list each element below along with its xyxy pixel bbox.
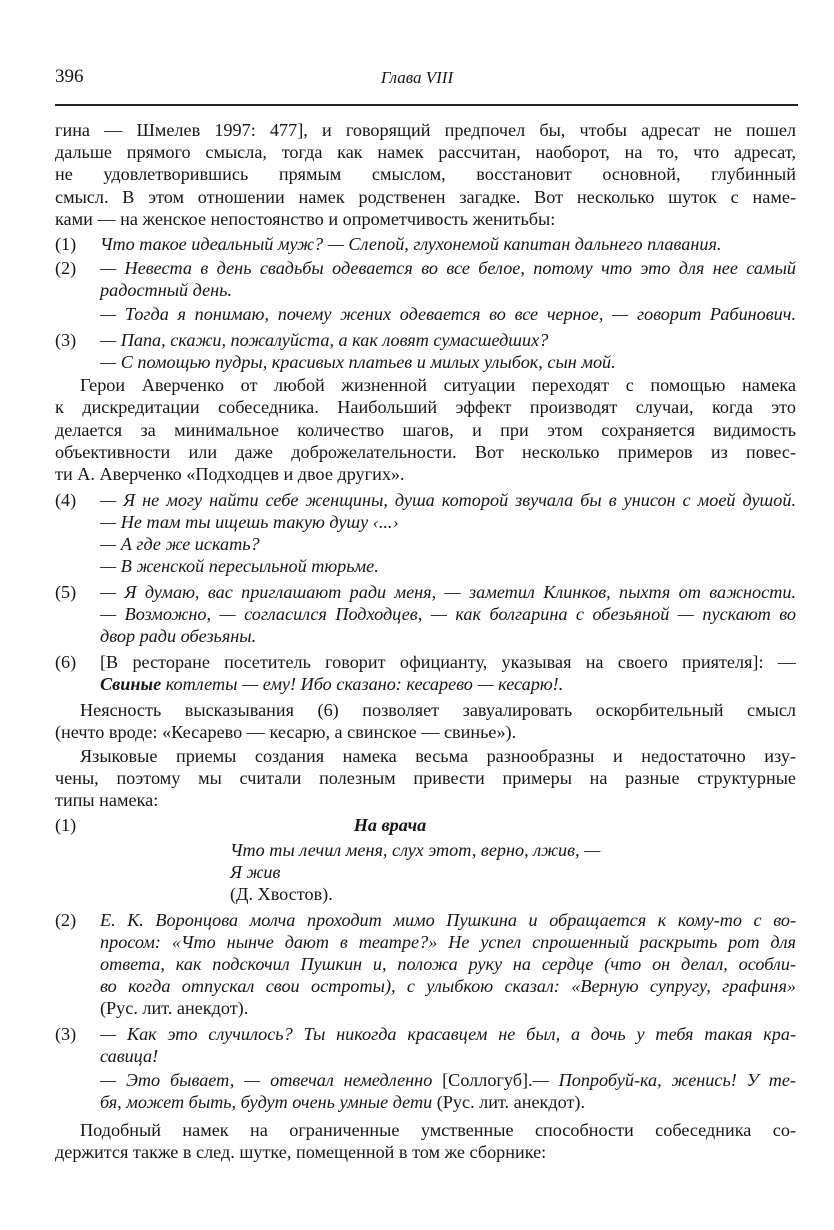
example-number: (1) [55,234,77,254]
roman-text: [В ресторане посетитель говорит официанту, указывая на своего приятеля]: — [100,652,796,672]
text-line [100,1091,796,1113]
italic-text: — Я думаю, вас приглашают ради меня, — заметил Клинков, пыхтя от важности. [100,582,796,602]
text-line [100,279,796,301]
italic-text: — Не там ты ищешь такую душу ‹...› [100,512,399,532]
italic-text: — Возможно, — согласился Подходцев, — как болгарина с обезьяной — пускают во [100,604,796,624]
text-line [55,463,796,485]
text-line [55,721,796,743]
text-line [100,673,796,695]
text-line [100,603,796,625]
text-line [100,953,796,975]
italic-text: двор ради обезьяны. [100,626,257,646]
text-line [100,1045,796,1067]
italic-text: — Это бывает, — отвечал немедленно [100,1070,443,1090]
roman-text: делается за минимальное количество шагов, и при этом сохраняется видимость [55,420,796,440]
example-number: (5) [55,582,77,602]
text-line [100,257,796,279]
text-line [100,489,796,511]
italic-text: — Как это случилось? Ты никогда красавцем не был, а дочь у тебя такая кра- [100,1024,796,1044]
text-line [55,186,796,208]
text-line [55,119,796,141]
roman-text: дальше прямого смысла, тогда как намек рассчитан, наоборот, на то, что адресат, [55,142,796,162]
text-line [100,1069,796,1091]
text-line [55,1141,796,1163]
italic-text: — С помощью пудры, красивых платьев и милых улыбок, сын мой. [100,352,616,372]
italic-text: во когда отпускал свои остроты), с улыбкою сказал: «Верную супругу, графиня» [100,976,796,996]
roman-text: не удовлетворившись прямым смыслом, восстановит основной, глубинный [55,164,796,184]
text-line [100,555,796,577]
roman-text: гина — Шмелев 1997: 477], и говорящий предпочел бы, чтобы адресат не пошел [55,120,796,140]
text-line [230,814,550,836]
roman-text: ками — на женское непостоянство и опрометчивость женитьбы: [55,209,556,229]
text-line [230,883,790,905]
roman-text: объективности или даже доброжелательности. Вот несколько примеров из повес- [55,442,796,462]
text-line [55,767,796,789]
text-line [80,1119,796,1141]
roman-text: к дискредитации собеседника. Наибольший эффект производят случаи, когда это [55,397,796,417]
roman-text: Языковые приемы создания намека весьма разнообразны и недостаточно изу- [80,746,796,766]
roman-text: смысл. В этом отношении намек родственен загадке. Вот несколько шуток с наме- [55,187,796,207]
italic-text: савица! [100,1046,159,1066]
roman-text: (Рус. лит. анекдот). [436,1092,586,1112]
italic-text: ответа, как подскочил Пушкин и, положа руку на сердце (что он делал, особли- [100,954,796,974]
text-line [55,141,796,163]
italic-text: — Невеста в день свадьбы одевается во все белое, потому что это для нее самый [100,258,796,278]
italic-text: Е. К. Воронцова молча проходит мимо Пушкина и обращается к кому-то с во- [100,910,796,930]
roman-text: ти А. Аверченко «Подходцев и двое других». [55,464,405,484]
italic-text: котлеты — ему! Ибо сказано: кесарево — кесарю!. [161,674,564,694]
roman-text: чены, поэтому мы считали полезным привести примеры на разные структурные [55,768,796,788]
text-line [100,931,796,953]
text-line [80,374,796,396]
roman-text: типы намека: [55,790,159,810]
italic-text: — Тогда я понимаю, почему жених одевается во все черное, — говорит Рабинович. [100,304,796,324]
italic-text: — Папа, скажи, пожалуйста, а как ловят сумасшедших? [100,330,549,350]
italic-text: Я жив [230,862,281,882]
roman-text: (Д. Хвостов). [230,884,333,904]
bold-italic-text: Свиные [100,674,162,694]
text-line [230,839,790,861]
text-line [80,699,796,721]
italic-text: бя, может быть, будут очень умные дети [100,1092,437,1112]
roman-text: (нечто вроде: «Кесарево — кесарю, а свинское — свинье»). [55,722,517,742]
text-line [55,441,796,463]
text-line [100,1023,796,1045]
bold-italic-text: На врача [353,815,427,835]
roman-text: (Рус. лит. анекдот). [100,998,249,1018]
header-rule [55,104,798,106]
italic-text: Что ты лечил меня, слух этот, верно, лжив, — [230,840,601,860]
italic-text: радостный день. [100,280,233,300]
example-number: (2) [55,910,77,930]
italic-text: — А где же искать? [100,534,260,554]
page-number: 396 [55,66,84,87]
italic-text: Что такое идеальный муж? — Слепой, глухонемой капитан дальнего плавания. [100,234,722,254]
text-line [100,511,796,533]
text-line [55,163,796,185]
text-line [100,233,796,255]
text-line [100,975,796,997]
example-number: (1) [55,815,77,835]
text-line [80,745,796,767]
example-number: (3) [55,330,77,350]
example-number: (6) [55,652,77,672]
text-line [55,208,796,230]
italic-text: — Попробуй-ка, женись! У те- [532,1070,796,1090]
roman-text: Неясность высказывания (6) позволяет завуалировать оскорбительный смысл [80,700,796,720]
running-head: Глава VIII [380,68,454,87]
text-line [55,396,796,418]
text-line [100,625,796,647]
text-line [55,789,796,811]
roman-text: Подобный намек на ограниченные умственные способности собеседника со- [80,1120,796,1140]
roman-text: держится также в след. шутке, помещенной в том же сборнике: [55,1142,547,1162]
text-line [100,351,796,373]
text-line [230,861,790,883]
text-line [100,533,796,555]
text-line [100,909,796,931]
italic-text: — В женской пересыльной тюрьме. [100,556,379,576]
text-line [100,329,796,351]
italic-text: просом: «Что нынче дают в театре?» Не успел спрошенный раскрыть рот для [100,932,796,952]
text-line [100,651,796,673]
example-number: (3) [55,1024,77,1044]
roman-text: Герои Аверченко от любой жизненной ситуации переходят с помощью намека [80,375,796,395]
text-line [55,419,796,441]
italic-text: — Я не могу найти себе женщины, душа которой звучала бы в унисон с моей душой. [100,490,796,510]
text-line [100,303,796,325]
example-number: (2) [55,258,77,278]
text-line [100,581,796,603]
example-number: (4) [55,490,77,510]
roman-text: [Соллогуб]. [442,1070,533,1090]
text-line [100,997,796,1019]
